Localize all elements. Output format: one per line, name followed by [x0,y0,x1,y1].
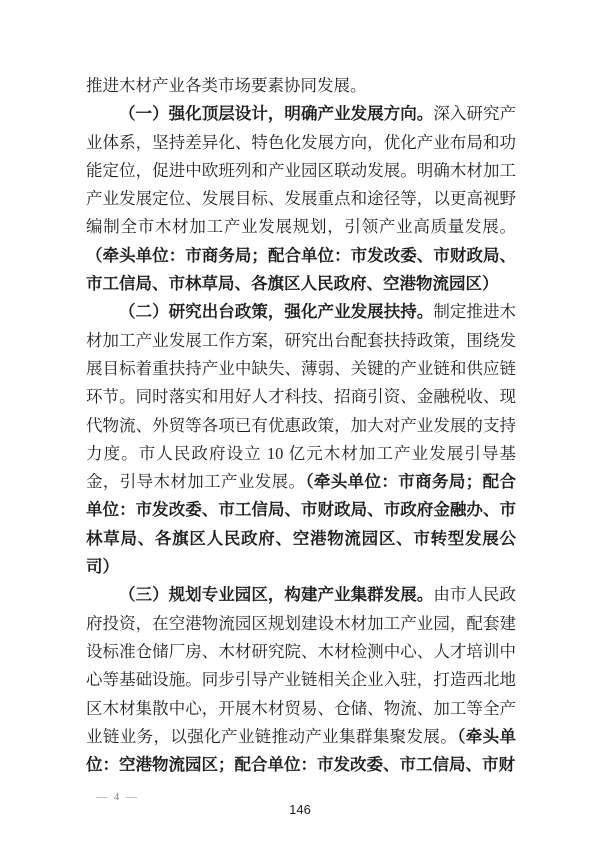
document-page-label: — 4 — [96,791,139,803]
document-body [86,72,516,779]
pdf-page-number: 146 [289,802,311,817]
section-2-heading: （二）研究出台政策，强化产业发展扶持。 [119,302,434,322]
section-1-responsible-units: （牵头单位：市商务局；配合单位：市发改委、市财政局、市工信局、市林草局、各旗区人民政府、空港物流园区） [86,245,516,294]
paragraph-continuation [86,72,516,100]
section-3-text: 由市人民政府投资，在空港物流园区规划建设木材加工产业园，配套建设标准仓储厂房、木材研究院、木材检测中心、人才培训中心等基础设施。同步引导产业链相关企业入驻，打造西北地区木材集散中心，开展木材贸易、仓储、物流、加工等全产业链业务，以强化产业链推动产业集群集聚发展。 [86,585,517,746]
paragraph-section-1 [86,100,516,298]
section-1-text: 深入研究产业体系，坚持差异化、特色化发展方向，优化产业布局和功能定位，促进中欧班列和产业园区联动发展。明确木材加工产业发展定位、发展目标、发展重点和途径等，以更高视野编制全市木材加工产业发展规划，引领产业高质量发展。 [86,104,517,237]
section-3-responsible-units: （牵头单位：空港物流园区；配合单位：市发改委、市工信局、市财 [86,726,517,775]
section-3-heading: （三）规划专业园区，构建产业集群发展。 [119,585,434,605]
section-2-responsible-units: （牵头单位：市商务局；配合单位：市发改委、市工信局、市财政局、市政府金融办、市林草局、各旗区人民政府、空港物流园区、市转型发展公司） [86,472,517,577]
section-1-heading: （一）强化顶层设计，明确产业发展方向。 [119,104,434,124]
section-2-text: 制定推进木材加工产业发展工作方案，研究出台配套扶持政策，围绕发展目标着重扶持产业中缺失、薄弱、关键的产业链和供应链环节。同时落实和用好人才科技、招商引资、金融税收、现代物流、外贸等各项已有优惠政策，加大对产业发展的支持力度。市人民政府设立 10 亿元木材加工产业发展引导基金，引导木材加工产业发展。 [86,302,517,492]
paragraph-section-3 [86,581,516,779]
paragraph-section-2 [86,298,516,581]
paragraph-text: 推进木材产业各类市场要素协同发展。 [86,76,367,95]
